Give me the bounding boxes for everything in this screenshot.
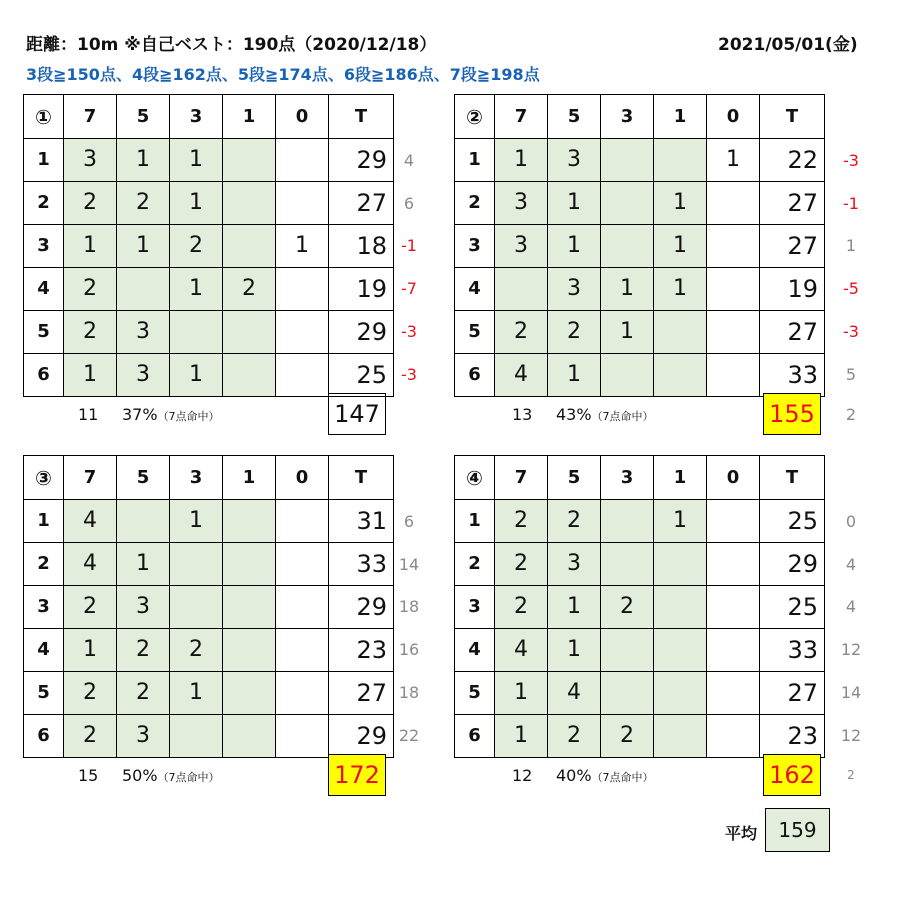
- hit-count-1pt: [223, 672, 276, 715]
- hit-count-0pt: [707, 715, 760, 758]
- score-sheet-2: [454, 94, 825, 397]
- header-distance-best: 距離：10m ※自己ベスト：190点（2020/12/18）: [26, 35, 437, 55]
- hit-count-0pt: [276, 268, 329, 311]
- header-date: 2021/05/01(金): [718, 35, 858, 55]
- score-sheet-1: [23, 94, 394, 397]
- hit-count-5pt: 2: [117, 629, 170, 672]
- average-label: 平均: [725, 824, 758, 843]
- end-number: 1: [24, 500, 64, 543]
- hit-note: （7点命中）: [591, 771, 654, 785]
- hit-count-5pt: 3: [548, 543, 601, 586]
- hit-count-1pt: [654, 586, 707, 629]
- hit-count-0pt: [707, 268, 760, 311]
- column-header: 1: [654, 95, 707, 139]
- end-total: 25: [760, 500, 825, 543]
- hit-count-5pt: 2: [548, 311, 601, 354]
- hit-count-3pt: 1: [170, 500, 223, 543]
- hit-count-7pt: 4: [495, 354, 548, 397]
- sheet-total: 172: [328, 754, 386, 796]
- sheet-label: ②: [455, 95, 495, 139]
- end-total: 23: [329, 629, 394, 672]
- hit-count-0pt: [276, 543, 329, 586]
- hit-count-5pt: 1: [117, 543, 170, 586]
- hit-count-7pt: 2: [64, 715, 117, 758]
- hit-note: （7点命中）: [157, 771, 220, 785]
- hit-percent: 50%: [122, 766, 158, 786]
- sheet-label: ③: [24, 456, 64, 500]
- end-total: 33: [760, 354, 825, 397]
- hit-summary: [512, 405, 654, 424]
- end-diff: 18: [398, 682, 420, 702]
- end-diff: -1: [401, 236, 417, 256]
- column-header: 7: [64, 95, 117, 139]
- hit-count-7pt: 3: [495, 182, 548, 225]
- hit-count: 13: [512, 405, 533, 425]
- hit-count-1pt: 1: [654, 182, 707, 225]
- sheet-total-diff: 2: [845, 405, 857, 425]
- hit-count-7pt: 1: [64, 225, 117, 268]
- hit-count-3pt: [601, 500, 654, 543]
- hit-count-3pt: 1: [170, 139, 223, 182]
- hit-count-3pt: [601, 629, 654, 672]
- end-number: 4: [455, 268, 495, 311]
- score-table: [23, 94, 394, 397]
- hit-count-0pt: [707, 182, 760, 225]
- column-header: T: [760, 95, 825, 139]
- end-total: 27: [760, 672, 825, 715]
- hit-count-5pt: 1: [548, 225, 601, 268]
- end-number: 5: [24, 311, 64, 354]
- end-number: 3: [24, 586, 64, 629]
- column-header: T: [760, 456, 825, 500]
- end-number: 3: [24, 225, 64, 268]
- hit-count-3pt: 2: [601, 715, 654, 758]
- sheet-total: 162: [763, 754, 821, 796]
- end-row: [24, 268, 394, 311]
- hit-count-3pt: [601, 672, 654, 715]
- column-header: 7: [64, 456, 117, 500]
- end-row: [455, 182, 825, 225]
- end-row: [455, 311, 825, 354]
- hit-count-3pt: 1: [170, 672, 223, 715]
- column-header: 1: [654, 456, 707, 500]
- hit-count-3pt: 2: [170, 629, 223, 672]
- hit-count: 12: [512, 766, 533, 786]
- hit-count-7pt: 4: [495, 629, 548, 672]
- end-diff: 1: [845, 236, 857, 256]
- hit-count-0pt: [707, 354, 760, 397]
- hit-count-5pt: 3: [548, 139, 601, 182]
- end-diff: 6: [403, 193, 415, 213]
- hit-count-0pt: [707, 225, 760, 268]
- end-total: 29: [760, 543, 825, 586]
- hit-count-5pt: 3: [117, 715, 170, 758]
- hit-count-0pt: [276, 311, 329, 354]
- hit-count-3pt: [601, 354, 654, 397]
- hit-count-7pt: 1: [64, 629, 117, 672]
- end-row: [24, 500, 394, 543]
- hit-count-1pt: 1: [654, 500, 707, 543]
- end-total: 29: [329, 715, 394, 758]
- end-number: 4: [24, 268, 64, 311]
- hit-count-1pt: [654, 672, 707, 715]
- hit-percent: 43%: [556, 405, 592, 425]
- end-row: [455, 354, 825, 397]
- end-diff: 12: [840, 725, 862, 745]
- column-header: T: [329, 95, 394, 139]
- score-table: [454, 455, 825, 758]
- end-number: 2: [455, 543, 495, 586]
- column-header: 3: [601, 95, 654, 139]
- hit-count-7pt: 2: [64, 311, 117, 354]
- hit-count-3pt: 1: [601, 311, 654, 354]
- hit-count-7pt: 1: [495, 715, 548, 758]
- end-total: 29: [329, 139, 394, 182]
- hit-count-0pt: [276, 182, 329, 225]
- hit-count-3pt: [170, 715, 223, 758]
- end-row: [24, 543, 394, 586]
- column-header: 0: [707, 456, 760, 500]
- hit-count-5pt: 1: [117, 225, 170, 268]
- sheet-total: 147: [328, 393, 386, 435]
- end-total: 23: [760, 715, 825, 758]
- end-row: [24, 672, 394, 715]
- end-diff: 16: [398, 640, 420, 660]
- end-diff: 14: [398, 554, 420, 574]
- hit-summary: [78, 766, 220, 785]
- hit-count-5pt: [117, 500, 170, 543]
- end-diff: 4: [845, 597, 857, 617]
- end-diff: 4: [403, 151, 415, 170]
- hit-count-5pt: 1: [548, 629, 601, 672]
- hit-count-0pt: [707, 500, 760, 543]
- hit-count-7pt: 2: [495, 586, 548, 629]
- end-number: 6: [24, 715, 64, 758]
- end-number: 3: [455, 225, 495, 268]
- hit-note: （7点命中）: [157, 410, 220, 424]
- score-sheet-4: [454, 455, 825, 758]
- column-header: 3: [601, 456, 654, 500]
- sheet-label: ①: [24, 95, 64, 139]
- hit-count-3pt: 2: [170, 225, 223, 268]
- end-row: [455, 225, 825, 268]
- hit-count-0pt: [707, 543, 760, 586]
- hit-count-1pt: [654, 354, 707, 397]
- header-rank-thresholds: 3段≧150点、4段≧162点、5段≧174点、6段≧186点、7段≧198点: [26, 65, 540, 84]
- end-diff: 6: [403, 512, 415, 531]
- hit-count-7pt: 2: [495, 311, 548, 354]
- hit-count-1pt: [223, 311, 276, 354]
- column-header: 0: [276, 95, 329, 139]
- end-number: 2: [24, 182, 64, 225]
- end-total: 25: [329, 354, 394, 397]
- hit-count-1pt: [223, 629, 276, 672]
- end-total: 19: [760, 268, 825, 311]
- end-total: 33: [329, 543, 394, 586]
- end-diff: 5: [845, 364, 857, 384]
- hit-count-0pt: [707, 672, 760, 715]
- hit-count-3pt: [601, 225, 654, 268]
- hit-count-7pt: 1: [64, 354, 117, 397]
- end-diff: 4: [845, 554, 857, 574]
- hit-count-1pt: [654, 139, 707, 182]
- end-number: 4: [455, 629, 495, 672]
- end-total: 29: [329, 586, 394, 629]
- end-number: 5: [455, 672, 495, 715]
- end-number: 4: [24, 629, 64, 672]
- column-header: 5: [117, 95, 170, 139]
- score-sheet-3: [23, 455, 394, 758]
- end-number: 1: [455, 500, 495, 543]
- hit-count-0pt: [276, 500, 329, 543]
- end-total: 27: [760, 182, 825, 225]
- hit-count-3pt: 1: [601, 268, 654, 311]
- hit-count-3pt: 1: [170, 182, 223, 225]
- hit-count-3pt: 1: [170, 354, 223, 397]
- hit-count-7pt: 4: [64, 543, 117, 586]
- hit-summary: [512, 766, 654, 785]
- hit-count-0pt: 1: [276, 225, 329, 268]
- end-total: 31: [329, 500, 394, 543]
- end-number: 2: [24, 543, 64, 586]
- end-diff: 18: [398, 597, 420, 617]
- hit-count-0pt: [707, 629, 760, 672]
- end-row: [24, 586, 394, 629]
- hit-count-5pt: [117, 268, 170, 311]
- sheet-total-diff: 2: [847, 768, 855, 783]
- end-row: [24, 629, 394, 672]
- end-row: [24, 139, 394, 182]
- hit-count-7pt: 2: [495, 500, 548, 543]
- column-header: 5: [548, 456, 601, 500]
- end-diff: 0: [845, 512, 857, 531]
- hit-count-3pt: [170, 543, 223, 586]
- end-diff: -3: [843, 151, 859, 170]
- hit-note: （7点命中）: [591, 410, 654, 424]
- hit-count-5pt: 2: [117, 182, 170, 225]
- average-value: 159: [765, 808, 830, 852]
- hit-count-7pt: 2: [495, 543, 548, 586]
- end-diff: -1: [843, 193, 859, 213]
- hit-count-7pt: 2: [64, 586, 117, 629]
- end-row: [24, 225, 394, 268]
- end-row: [455, 629, 825, 672]
- sheet-total: 155: [763, 393, 821, 435]
- column-header: 7: [495, 95, 548, 139]
- hit-count-3pt: [170, 586, 223, 629]
- hit-count-5pt: 4: [548, 672, 601, 715]
- end-number: 6: [455, 715, 495, 758]
- end-number: 1: [455, 139, 495, 182]
- hit-count-1pt: [223, 139, 276, 182]
- end-total: 27: [760, 311, 825, 354]
- hit-count-3pt: [170, 311, 223, 354]
- hit-count-5pt: 1: [117, 139, 170, 182]
- end-number: 2: [455, 182, 495, 225]
- end-total: 29: [329, 311, 394, 354]
- hit-count-0pt: [707, 586, 760, 629]
- column-header: T: [329, 456, 394, 500]
- hit-count-1pt: [654, 715, 707, 758]
- end-diff: -5: [843, 279, 859, 299]
- hit-count-7pt: 2: [64, 672, 117, 715]
- end-row: [455, 500, 825, 543]
- end-row: [455, 715, 825, 758]
- hit-count-0pt: 1: [707, 139, 760, 182]
- hit-count-1pt: [223, 225, 276, 268]
- hit-count-1pt: [654, 543, 707, 586]
- end-total: 33: [760, 629, 825, 672]
- end-row: [455, 268, 825, 311]
- hit-count-7pt: 1: [495, 672, 548, 715]
- end-diff: -7: [401, 279, 417, 299]
- hit-count-0pt: [276, 354, 329, 397]
- hit-count-5pt: 1: [548, 354, 601, 397]
- column-header: 5: [117, 456, 170, 500]
- hit-count-5pt: 2: [117, 672, 170, 715]
- hit-count-3pt: 2: [601, 586, 654, 629]
- hit-count-1pt: 2: [223, 268, 276, 311]
- hit-count-1pt: [223, 715, 276, 758]
- end-diff: 12: [840, 640, 862, 660]
- column-header: 3: [170, 95, 223, 139]
- hit-summary: [78, 405, 220, 424]
- hit-count-1pt: 1: [654, 268, 707, 311]
- hit-count-7pt: 3: [64, 139, 117, 182]
- end-total: 19: [329, 268, 394, 311]
- score-table: [23, 455, 394, 758]
- hit-count-3pt: [601, 139, 654, 182]
- hit-count-1pt: [654, 311, 707, 354]
- hit-percent: 37%: [122, 405, 158, 425]
- end-row: [455, 139, 825, 182]
- end-total: 27: [760, 225, 825, 268]
- end-number: 3: [455, 586, 495, 629]
- hit-count-5pt: 1: [548, 182, 601, 225]
- hit-count-5pt: 3: [117, 586, 170, 629]
- end-number: 5: [24, 672, 64, 715]
- end-diff: 14: [840, 682, 862, 702]
- hit-count-3pt: [601, 182, 654, 225]
- end-row: [455, 672, 825, 715]
- hit-count-3pt: [601, 543, 654, 586]
- end-diff: -3: [401, 321, 417, 341]
- hit-count-1pt: [223, 354, 276, 397]
- hit-percent: 40%: [556, 766, 592, 786]
- hit-count-0pt: [276, 629, 329, 672]
- hit-count-5pt: 3: [117, 311, 170, 354]
- end-row: [24, 311, 394, 354]
- hit-count-0pt: [276, 586, 329, 629]
- sheet-label: ④: [455, 456, 495, 500]
- end-row: [455, 586, 825, 629]
- end-diff: -3: [401, 364, 417, 384]
- hit-count-7pt: 3: [495, 225, 548, 268]
- column-header: 3: [170, 456, 223, 500]
- end-total: 18: [329, 225, 394, 268]
- hit-count-1pt: [223, 543, 276, 586]
- column-header: 0: [707, 95, 760, 139]
- hit-count-0pt: [276, 715, 329, 758]
- column-header: 1: [223, 456, 276, 500]
- end-row: [24, 354, 394, 397]
- hit-count-7pt: 1: [495, 139, 548, 182]
- end-diff: -3: [843, 321, 859, 341]
- hit-count-5pt: 3: [117, 354, 170, 397]
- end-row: [455, 543, 825, 586]
- hit-count-1pt: [223, 500, 276, 543]
- hit-count-0pt: [276, 672, 329, 715]
- hit-count-1pt: [654, 629, 707, 672]
- column-header: 1: [223, 95, 276, 139]
- hit-count-1pt: [223, 586, 276, 629]
- hit-count-7pt: 2: [64, 268, 117, 311]
- end-total: 25: [760, 586, 825, 629]
- hit-count-5pt: 1: [548, 586, 601, 629]
- hit-count: 15: [78, 766, 99, 786]
- hit-count-1pt: [223, 182, 276, 225]
- end-total: 27: [329, 182, 394, 225]
- hit-count-7pt: 2: [64, 182, 117, 225]
- hit-count-3pt: 1: [170, 268, 223, 311]
- end-number: 6: [24, 354, 64, 397]
- end-diff: 22: [398, 725, 420, 745]
- hit-count-7pt: 4: [64, 500, 117, 543]
- end-number: 1: [24, 139, 64, 182]
- hit-count-0pt: [707, 311, 760, 354]
- hit-count: 11: [78, 405, 99, 425]
- end-row: [24, 182, 394, 225]
- end-number: 5: [455, 311, 495, 354]
- hit-count-5pt: 2: [548, 500, 601, 543]
- end-total: 22: [760, 139, 825, 182]
- hit-count-1pt: 1: [654, 225, 707, 268]
- end-number: 6: [455, 354, 495, 397]
- end-row: [24, 715, 394, 758]
- hit-count-0pt: [276, 139, 329, 182]
- hit-count-7pt: [495, 268, 548, 311]
- column-header: 0: [276, 456, 329, 500]
- score-table: [454, 94, 825, 397]
- hit-count-5pt: 3: [548, 268, 601, 311]
- end-total: 27: [329, 672, 394, 715]
- column-header: 7: [495, 456, 548, 500]
- column-header: 5: [548, 95, 601, 139]
- hit-count-5pt: 2: [548, 715, 601, 758]
